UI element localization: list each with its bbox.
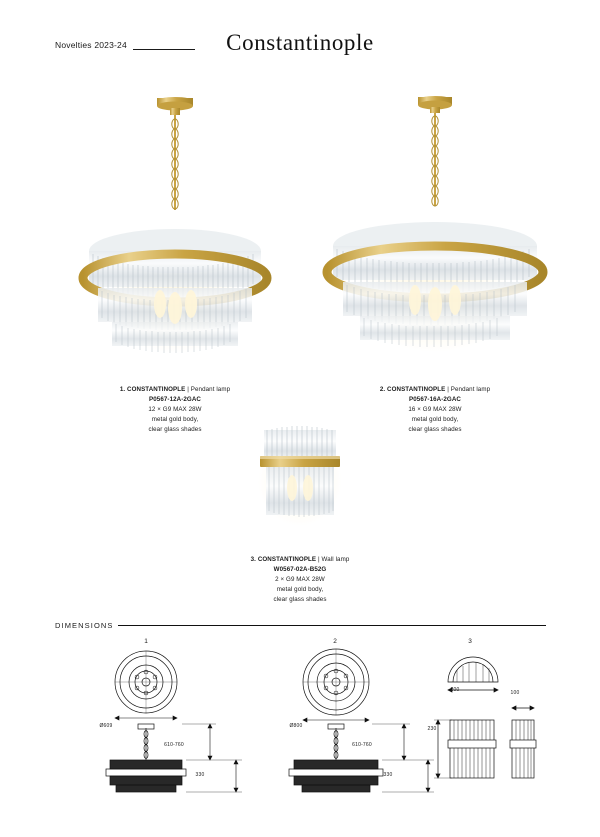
product-3-bulbs: 2 × G9 MAX 28W: [275, 576, 325, 584]
product-2-index: 2.: [379, 386, 386, 393]
dimensions-item-3-depth: 100: [510, 690, 520, 696]
dimensions-item-2-diameter: Ø800: [289, 723, 303, 729]
product-1-name: CONSTANTINOPLE: [127, 386, 186, 393]
dimensions-item-3-height: 230: [427, 726, 437, 732]
product-3-caption: [185, 555, 415, 605]
page-header: [0, 30, 600, 64]
product-1-material: metal gold body,: [151, 416, 199, 424]
product-3-type: Wall lamp: [321, 556, 350, 563]
product-1-image: [60, 88, 290, 368]
dimensions-heading: DIMENSIONS: [55, 621, 114, 630]
product-1-separator: |: [187, 386, 189, 393]
page-title: Constantinople: [226, 30, 374, 55]
product-2-name: CONSTANTINOPLE: [387, 386, 446, 393]
product-1-type: Pendant lamp: [190, 386, 231, 393]
product-3-separator: |: [318, 556, 320, 563]
dimensions-item-3-width: 200: [450, 687, 460, 693]
product-3-index: 3.: [250, 556, 256, 563]
product-3-code: W0567-02A-B52G: [273, 566, 327, 574]
dimensions-divider: [118, 625, 546, 626]
product-2-bulbs: 16 × G9 MAX 28W: [408, 406, 462, 414]
product-1-bulbs: 12 × G9 MAX 28W: [148, 406, 202, 414]
dimensions-item-2-body-height: 330: [383, 772, 393, 778]
product-1-shades: clear glass shades: [148, 426, 202, 434]
product-3-image: [240, 410, 360, 550]
dimensions-item-1-height-range: 610-760: [164, 742, 184, 748]
dimensions-item-1-body-height: 330: [195, 772, 205, 778]
product-2-shades: clear glass shades: [408, 426, 462, 434]
product-3-material: metal gold body,: [276, 586, 324, 594]
product-3-name: CONSTANTINOPLE: [257, 556, 317, 563]
product-2-separator: |: [447, 386, 449, 393]
product-2-type: Pendant lamp: [450, 386, 491, 393]
product-3-shades: clear glass shades: [273, 596, 327, 604]
dimensions-item-3-number: 3: [468, 638, 472, 645]
product-1-code: P0567-12A-2GAC: [149, 396, 201, 404]
dimensions-item-2-number: 2: [333, 638, 337, 645]
dimensions-item-2-height-range: 610-760: [352, 742, 372, 748]
collection-label: Novelties 2023-24: [55, 40, 127, 50]
dimensions-item-1-diameter: Ø609: [99, 723, 113, 729]
product-2-image: [310, 88, 560, 368]
product-1-index: 1.: [119, 386, 126, 393]
dimensions-item-1-number: 1: [144, 638, 148, 645]
product-2-code: P0567-16A-2GAC: [409, 396, 461, 404]
product-2-material: metal gold body,: [411, 416, 459, 424]
